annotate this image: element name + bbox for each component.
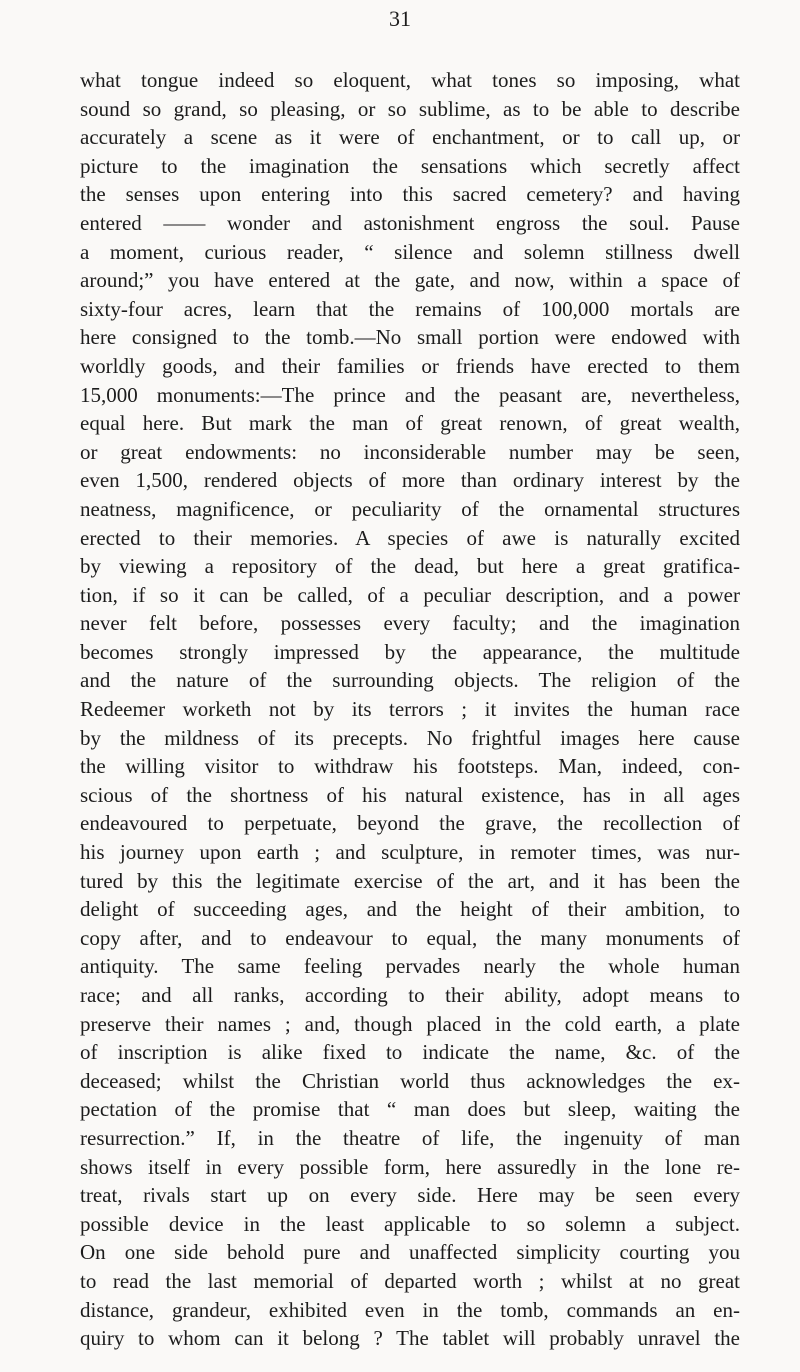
text-line: equal here. But mark the man of great renown, of great wealth,: [80, 411, 740, 436]
text-line: accurately a scene as it were of enchantment, or to call up, or: [80, 125, 740, 150]
text-line: resurrection.” If, in the theatre of life, the ingenuity of man: [80, 1125, 740, 1150]
text-line: tion, if so it can be called, of a peculiar description, and a power: [80, 582, 740, 607]
text-line: neatness, magnificence, or peculiarity of the ornamental structures: [80, 496, 740, 521]
text-line: around;” you have entered at the gate, and now, within a space of: [80, 268, 740, 293]
text-line: copy after, and to endeavour to equal, the many monuments of: [80, 925, 740, 950]
text-line: preserve their names ; and, though placed in the cold earth, a plate: [80, 1011, 740, 1036]
text-line: treat, rivals start up on every side. Here may be seen every: [80, 1183, 740, 1208]
text-line: antiquity. The same feeling pervades nearly the whole human: [80, 954, 740, 979]
text-line: his journey upon earth ; and sculpture, in remoter times, was nur-: [80, 840, 740, 865]
text-line: entered —— wonder and astonishment engross the soul. Pause: [80, 210, 740, 235]
text-line: Redeemer worketh not by its terrors ; it invites the human race: [80, 697, 740, 722]
text-line: deceased; whilst the Christian world thus acknowledges the ex-: [80, 1068, 740, 1093]
text-line: distance, grandeur, exhibited even in the tomb, commands an en-: [80, 1297, 740, 1322]
text-line: pectation of the promise that “ man does but sleep, waiting the: [80, 1097, 740, 1122]
text-line: of inscription is alike fixed to indicate the name, &c. of the: [80, 1040, 740, 1065]
text-line: becomes strongly impressed by the appearance, the multitude: [80, 639, 740, 664]
text-line: On one side behold pure and unaffected simplicity courting you: [80, 1240, 740, 1265]
text-line: delight of succeeding ages, and the height of their ambition, to: [80, 897, 740, 922]
text-line: what tongue indeed so eloquent, what tones so imposing, what: [80, 68, 740, 92]
text-line: endeavoured to perpetuate, beyond the grave, the recollection of: [80, 811, 740, 836]
text-line: possible device in the least applicable to so solemn a subject.: [80, 1211, 740, 1236]
text-line: by viewing a repository of the dead, but here a great gratifica-: [80, 554, 740, 579]
text-line: to read the last memorial of departed worth ; whilst at no great: [80, 1268, 740, 1293]
text-line: race; and all ranks, according to their ability, adopt means to: [80, 983, 740, 1007]
text-line: erected to their memories. A species of awe is naturally excited: [80, 525, 740, 550]
text-line: 15,000 monuments:—The prince and the peasant are, nevertheless,: [80, 382, 740, 407]
body-text: [80, 66, 740, 1353]
text-line: tured by this the legitimate exercise of the art, and it has been the: [80, 868, 740, 893]
text-line: worldly goods, and their families or friends have erected to them: [80, 353, 740, 378]
text-line: and the nature of the surrounding objects. The religion of the: [80, 668, 740, 693]
text-line: scious of the shortness of his natural existence, has in all ages: [80, 782, 740, 807]
text-line: the willing visitor to withdraw his footsteps. Man, indeed, con-: [80, 754, 740, 779]
text-line: quiry to whom can it belong ? The tablet will probably unravel the: [80, 1326, 740, 1351]
text-line: the senses upon entering into this sacred cemetery? and having: [80, 182, 740, 207]
text-line: or great endowments: no inconsiderable number may be seen,: [80, 439, 740, 464]
text-line: here consigned to the tomb.—No small portion were endowed with: [80, 325, 740, 350]
text-line: picture to the imagination the sensations which secretly affect: [80, 153, 740, 178]
text-line: sound so grand, so pleasing, or so sublime, as to be able to describe: [80, 96, 740, 121]
text-line: never felt before, possesses every faculty; and the imagination: [80, 611, 740, 636]
text-line: even 1,500, rendered objects of more than ordinary interest by the: [80, 468, 740, 493]
text-line: a moment, curious reader, “ silence and solemn stillness dwell: [80, 239, 740, 264]
page-number: 31: [389, 6, 411, 31]
text-line: shows itself in every possible form, here assuredly in the lone re-: [80, 1154, 740, 1179]
text-line: by the mildness of its precepts. No frightful images here cause: [80, 725, 740, 750]
text-line: sixty-four acres, learn that the remains of 100,000 mortals are: [80, 296, 740, 321]
